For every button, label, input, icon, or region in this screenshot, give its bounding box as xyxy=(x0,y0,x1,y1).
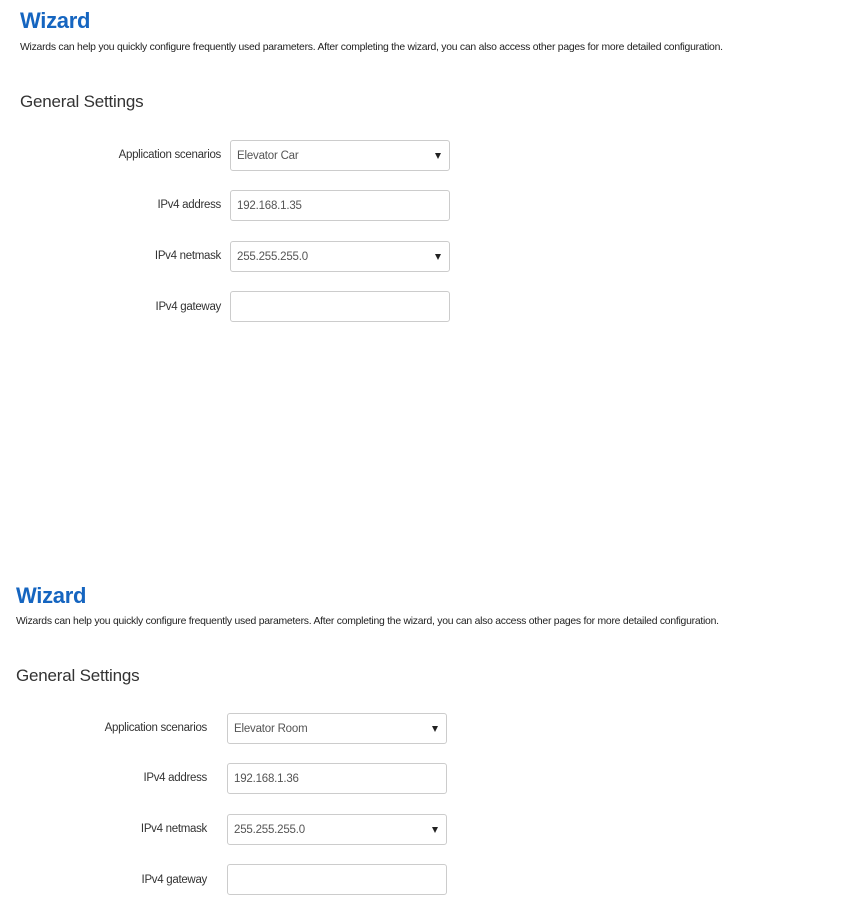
ipv4-gateway-label: IPv4 gateway xyxy=(141,874,207,886)
application-scenarios-label: Application scenarios xyxy=(118,149,221,161)
ipv4-address-input[interactable] xyxy=(230,190,450,221)
ipv4-netmask-select[interactable] xyxy=(227,814,447,845)
ipv4-address-value: 192.168.1.35 xyxy=(237,199,302,212)
application-scenarios-value: Elevator Car xyxy=(237,149,299,162)
ipv4-gateway-label: IPv4 gateway xyxy=(155,301,221,313)
page-description: Wizards can help you quickly configure frequently used parameters. After completing the wizard, you can also access other pages for more detailed configuration. xyxy=(20,42,723,53)
chevron-down-icon xyxy=(435,153,441,159)
ipv4-address-value: 192.168.1.36 xyxy=(234,772,299,785)
page-description: Wizards can help you quickly configure frequently used parameters. After completing the wizard, you can also access other pages for more detailed configuration. xyxy=(16,616,719,627)
section-title: General Settings xyxy=(20,92,144,111)
page-title: Wizard xyxy=(16,583,87,608)
ipv4-netmask-value: 255.255.255.0 xyxy=(237,250,308,263)
section-title: General Settings xyxy=(16,666,140,685)
application-scenarios-label: Application scenarios xyxy=(104,722,207,734)
application-scenarios-select[interactable] xyxy=(230,140,450,171)
ipv4-address-label: IPv4 address xyxy=(143,772,207,784)
chevron-down-icon xyxy=(432,827,438,833)
ipv4-netmask-label: IPv4 netmask xyxy=(154,250,221,262)
chevron-down-icon xyxy=(435,254,441,260)
ipv4-address-label: IPv4 address xyxy=(157,199,221,211)
ipv4-gateway-input[interactable] xyxy=(227,864,447,895)
ipv4-netmask-value: 255.255.255.0 xyxy=(234,823,305,836)
chevron-down-icon xyxy=(432,726,438,732)
ipv4-address-input[interactable] xyxy=(227,763,447,794)
ipv4-gateway-input[interactable] xyxy=(230,291,450,322)
application-scenarios-select[interactable] xyxy=(227,713,447,744)
page-title: Wizard xyxy=(20,8,91,33)
ipv4-netmask-label: IPv4 netmask xyxy=(140,823,207,835)
ipv4-netmask-select[interactable] xyxy=(230,241,450,272)
application-scenarios-value: Elevator Room xyxy=(234,722,308,735)
